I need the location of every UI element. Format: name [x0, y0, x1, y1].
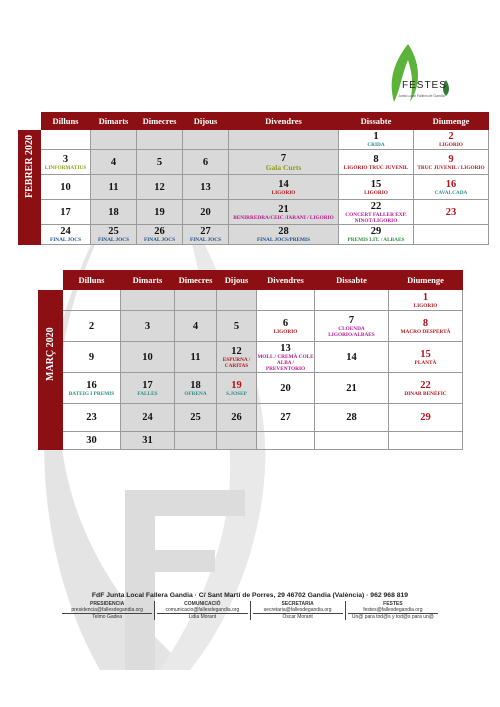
event-label: FINAL JOCS/PREMIS [256, 237, 311, 243]
day-cell[interactable] [339, 130, 414, 150]
event-label: CLOENDA LIGORIO/ALBAES [328, 325, 375, 338]
day-cell[interactable] [63, 311, 121, 342]
day-number: 24 [60, 226, 71, 237]
footer-address: FdF Junta Local Fallera Gandia · C/ Sant Martí de Porres, 29 46702 Gandia (València) · 962 968 819 [91, 592, 409, 599]
day-cell[interactable] [63, 404, 121, 432]
footer-col-comunicacio [154, 601, 249, 620]
day-number: 7 [280, 152, 287, 164]
day-number: 16 [445, 178, 457, 190]
day-cell[interactable] [121, 432, 175, 450]
calendar-february [18, 112, 489, 245]
event-label: CAVALCADA [434, 189, 468, 196]
day-number: 13 [200, 181, 211, 193]
day-cell[interactable] [183, 130, 229, 150]
day-cell[interactable] [121, 404, 175, 432]
day-cell[interactable] [41, 130, 91, 150]
day-cell[interactable] [389, 342, 463, 373]
day-number: 29 [370, 226, 382, 237]
festes-logo-icon [386, 42, 458, 108]
day-number: 3 [144, 320, 151, 332]
weekday-header: Diumenge [414, 113, 489, 130]
day-cell[interactable] [63, 373, 121, 404]
day-number: 27 [200, 226, 211, 237]
day-cell[interactable] [121, 342, 175, 373]
weekday-header: Dimarts [121, 271, 175, 290]
footer-col-email[interactable]: comunicacio@fallesdegandia.org [157, 607, 247, 614]
weekday-header: Dilluns [63, 271, 121, 290]
event-label: FINAL JOCS [49, 237, 82, 243]
day-number: 26 [231, 412, 242, 423]
footer-col-name: Telmo Gadea [92, 614, 122, 620]
day-cell[interactable] [63, 290, 121, 311]
day-number: 20 [200, 206, 211, 218]
day-cell[interactable] [217, 404, 257, 432]
day-cell[interactable] [137, 130, 183, 150]
weekday-header: Dijous [183, 113, 229, 130]
day-cell[interactable] [414, 130, 489, 150]
day-cell[interactable] [121, 290, 175, 311]
footer-col-name: Oscar Morant [282, 614, 313, 620]
day-number: 22 [370, 200, 382, 212]
month-label-cell [39, 290, 63, 450]
day-cell[interactable] [257, 342, 315, 373]
day-cell[interactable] [91, 130, 137, 150]
day-cell[interactable] [229, 200, 339, 225]
day-cell[interactable] [389, 404, 463, 432]
event-label: BATEIG I PREMIS [68, 390, 115, 397]
event-label: DINAR BENÈFIC [404, 390, 447, 397]
day-number: 23 [445, 206, 457, 218]
day-cell[interactable] [175, 290, 217, 311]
day-number: 9 [448, 153, 454, 165]
day-cell[interactable] [175, 342, 217, 373]
day-number: 28 [346, 412, 357, 423]
event-label: FALLES [137, 390, 158, 397]
calendar-march [38, 270, 463, 450]
event-label: LIGORIO [413, 302, 438, 309]
footer-col-presidencia [60, 601, 154, 620]
day-cell[interactable] [183, 175, 229, 200]
day-number: 28 [278, 226, 289, 237]
day-number: 11 [108, 181, 119, 193]
day-cell[interactable] [257, 404, 315, 432]
day-cell[interactable] [137, 200, 183, 225]
day-cell[interactable] [41, 200, 91, 225]
event-label: TRUC JUVENIL / LIGORIO [417, 164, 485, 171]
day-cell[interactable] [183, 200, 229, 225]
day-cell[interactable] [217, 373, 257, 404]
day-number: 4 [192, 320, 199, 332]
footer-col-secretaria [250, 601, 345, 620]
day-cell[interactable] [414, 175, 489, 200]
footer-col-heading: COMUNICACIÓ [184, 601, 221, 607]
day-cell[interactable] [121, 311, 175, 342]
day-number: 4 [110, 156, 117, 168]
day-cell[interactable] [339, 150, 414, 175]
day-cell[interactable] [414, 225, 489, 245]
day-number: 18 [190, 379, 201, 391]
day-cell[interactable] [175, 404, 217, 432]
weekday-header: Dilluns [41, 113, 91, 130]
weekday-header: Dissabte [339, 113, 414, 130]
day-number: 12 [154, 181, 165, 193]
month-label-cell [19, 130, 41, 245]
calendar-week-row [19, 175, 489, 200]
day-number: 3 [62, 153, 69, 165]
day-cell[interactable] [315, 311, 389, 342]
day-cell[interactable] [217, 432, 257, 450]
event-label: FINAL JOCS [97, 237, 130, 243]
weekday-header: Divendres [229, 113, 339, 130]
corner-cell [39, 271, 63, 290]
day-cell[interactable] [315, 342, 389, 373]
day-cell[interactable] [41, 225, 91, 245]
event-label: Gala Curts [265, 162, 302, 172]
day-cell[interactable] [315, 373, 389, 404]
event-label: LIGORIO TRUC JUVENIL [343, 164, 409, 171]
day-number: 19 [231, 379, 242, 391]
day-cell[interactable] [91, 225, 137, 245]
day-cell[interactable] [257, 373, 315, 404]
calendar-week-row [39, 404, 463, 432]
day-number: 17 [60, 206, 71, 218]
day-number: 5 [233, 320, 240, 332]
event-label: LIGORIO [273, 328, 298, 335]
day-number: 10 [142, 351, 153, 363]
footer [60, 592, 440, 620]
day-cell[interactable] [217, 290, 257, 311]
day-number: 14 [346, 351, 357, 363]
event-label: CRIDA [367, 142, 385, 148]
day-number: 23 [86, 412, 97, 423]
footer-contacts [60, 601, 440, 620]
day-number: 25 [190, 412, 201, 423]
footer-col-heading: PRESIDENCIA [90, 601, 125, 607]
event-label: FINAL JOCS [189, 237, 222, 243]
footer-col-email[interactable]: festes@fallesdegandia.org [348, 607, 438, 614]
day-cell[interactable] [175, 311, 217, 342]
day-number: 11 [190, 351, 201, 363]
day-cell[interactable] [121, 373, 175, 404]
day-number: 15 [420, 348, 431, 360]
day-cell[interactable] [229, 130, 339, 150]
event-label: MACRO DESPERTÀ [400, 328, 451, 335]
day-cell[interactable] [389, 373, 463, 404]
day-cell[interactable] [217, 311, 257, 342]
event-label: S.JOSEP [226, 390, 247, 397]
day-number: 12 [231, 345, 242, 357]
day-number: 14 [278, 178, 289, 190]
event-label: LIGORIO [364, 189, 388, 196]
day-cell[interactable] [63, 432, 121, 450]
day-cell[interactable] [315, 404, 389, 432]
month-label: MARÇ 2020 [45, 327, 56, 381]
day-cell[interactable] [339, 225, 414, 245]
day-cell[interactable] [63, 342, 121, 373]
weekday-header: Dimarts [91, 113, 137, 130]
logo-tagline: Junta Local Fallera de Gandia [398, 94, 445, 98]
calendar-week-row [19, 150, 489, 175]
day-number: 26 [154, 226, 165, 237]
day-number: 9 [88, 351, 95, 363]
footer-col-heading: FESTES [383, 601, 403, 607]
day-number: 8 [422, 317, 429, 329]
footer-col-name: Un@ para tod@s y tod@s para un@ [351, 614, 434, 620]
calendar-week-row [19, 130, 489, 150]
weekday-header: Dimecres [175, 271, 217, 290]
calendar-week-row [39, 432, 463, 450]
calendar-week-row [19, 200, 489, 225]
day-number: 21 [278, 203, 289, 215]
day-cell[interactable] [183, 150, 229, 175]
day-cell[interactable] [257, 432, 315, 450]
day-number: 24 [142, 412, 153, 423]
logo-text: FESTES [402, 80, 447, 91]
event-label: CONCERT FALLER EXP. NINOT/LIGORIO [345, 211, 407, 224]
day-cell[interactable] [175, 432, 217, 450]
calendar-week-row [39, 290, 463, 311]
month-label: FEBRER 2020 [24, 134, 35, 198]
day-number: 30 [86, 435, 97, 446]
calendar-week-row [39, 342, 463, 373]
day-cell[interactable] [229, 225, 339, 245]
weekday-header: Divendres [257, 271, 315, 290]
day-number: 25 [108, 226, 119, 237]
day-cell[interactable] [229, 175, 339, 200]
day-number: 17 [142, 379, 153, 391]
day-cell[interactable] [91, 200, 137, 225]
day-number: 7 [348, 314, 355, 326]
day-number: 1 [422, 291, 429, 303]
day-number: 2 [448, 131, 454, 142]
day-number: 15 [370, 178, 382, 190]
day-cell[interactable] [217, 342, 257, 373]
day-number: 1 [373, 131, 379, 142]
weekday-header: Diumenge [389, 271, 463, 290]
event-label: LIGORIO [439, 142, 463, 148]
footer-col-heading: SECRETARIA [281, 601, 314, 607]
day-cell[interactable] [41, 150, 91, 175]
footer-col-festes [345, 601, 440, 620]
day-cell[interactable] [414, 150, 489, 175]
day-number: 19 [154, 206, 165, 218]
day-cell[interactable] [137, 175, 183, 200]
calendar-week-row [39, 373, 463, 404]
day-number: 5 [156, 156, 163, 168]
event-label: LIGORIO [271, 189, 296, 196]
day-cell[interactable] [175, 373, 217, 404]
event-label: PLANTÀ [414, 359, 437, 366]
day-number: 27 [280, 412, 291, 423]
event-label: LINFORMATIUS [44, 164, 87, 171]
event-label: PREMIS LIT. / ALBAES [347, 237, 405, 243]
weekday-header: Dimecres [137, 113, 183, 130]
day-cell[interactable] [229, 150, 339, 175]
weekday-header: Dijous [217, 271, 257, 290]
day-cell[interactable] [41, 175, 91, 200]
day-cell[interactable] [414, 200, 489, 225]
footer-col-email[interactable]: secretaria@fallesdegandia.org [253, 607, 343, 614]
day-cell[interactable] [389, 432, 463, 450]
day-cell[interactable] [339, 200, 414, 225]
day-cell[interactable] [339, 175, 414, 200]
day-number: 13 [280, 342, 291, 354]
day-number: 29 [420, 412, 431, 423]
event-label: ESPURNA / CARITAS [222, 356, 251, 369]
day-cell[interactable] [257, 290, 315, 311]
day-number: 8 [373, 153, 379, 165]
day-cell[interactable] [315, 290, 389, 311]
event-label: MOLL / CREMÀ COLE ALBA / PREVENTORIO [257, 353, 314, 372]
calendar-week-row [39, 311, 463, 342]
event-label: FINAL JOCS [143, 237, 176, 243]
day-number: 22 [420, 379, 431, 391]
day-number: 10 [60, 181, 71, 193]
weekday-header: Dissabte [315, 271, 389, 290]
day-number: 21 [346, 382, 357, 394]
day-cell[interactable] [91, 150, 137, 175]
event-label: OFRENA [184, 390, 207, 397]
day-cell[interactable] [137, 150, 183, 175]
day-cell[interactable] [315, 432, 389, 450]
day-cell[interactable] [137, 225, 183, 245]
day-number: 18 [108, 206, 119, 218]
day-number: 6 [202, 156, 209, 168]
day-number: 16 [86, 379, 97, 391]
day-number: 6 [282, 317, 289, 329]
event-label: BENIRREDRA/CEIC /IARANI / LIGORIO [233, 214, 334, 221]
day-number: 20 [280, 382, 291, 394]
footer-col-name: Lidia Morant [188, 614, 217, 620]
day-number: 2 [88, 320, 95, 332]
calendar-week-row [19, 225, 489, 245]
footer-col-email[interactable]: presidencia@fallesdegandia.org [62, 607, 152, 614]
day-cell[interactable] [389, 290, 463, 311]
day-cell[interactable] [91, 175, 137, 200]
day-cell[interactable] [389, 311, 463, 342]
day-cell[interactable] [257, 311, 315, 342]
day-cell[interactable] [183, 225, 229, 245]
day-number: 31 [142, 435, 153, 446]
corner-cell [19, 113, 41, 130]
